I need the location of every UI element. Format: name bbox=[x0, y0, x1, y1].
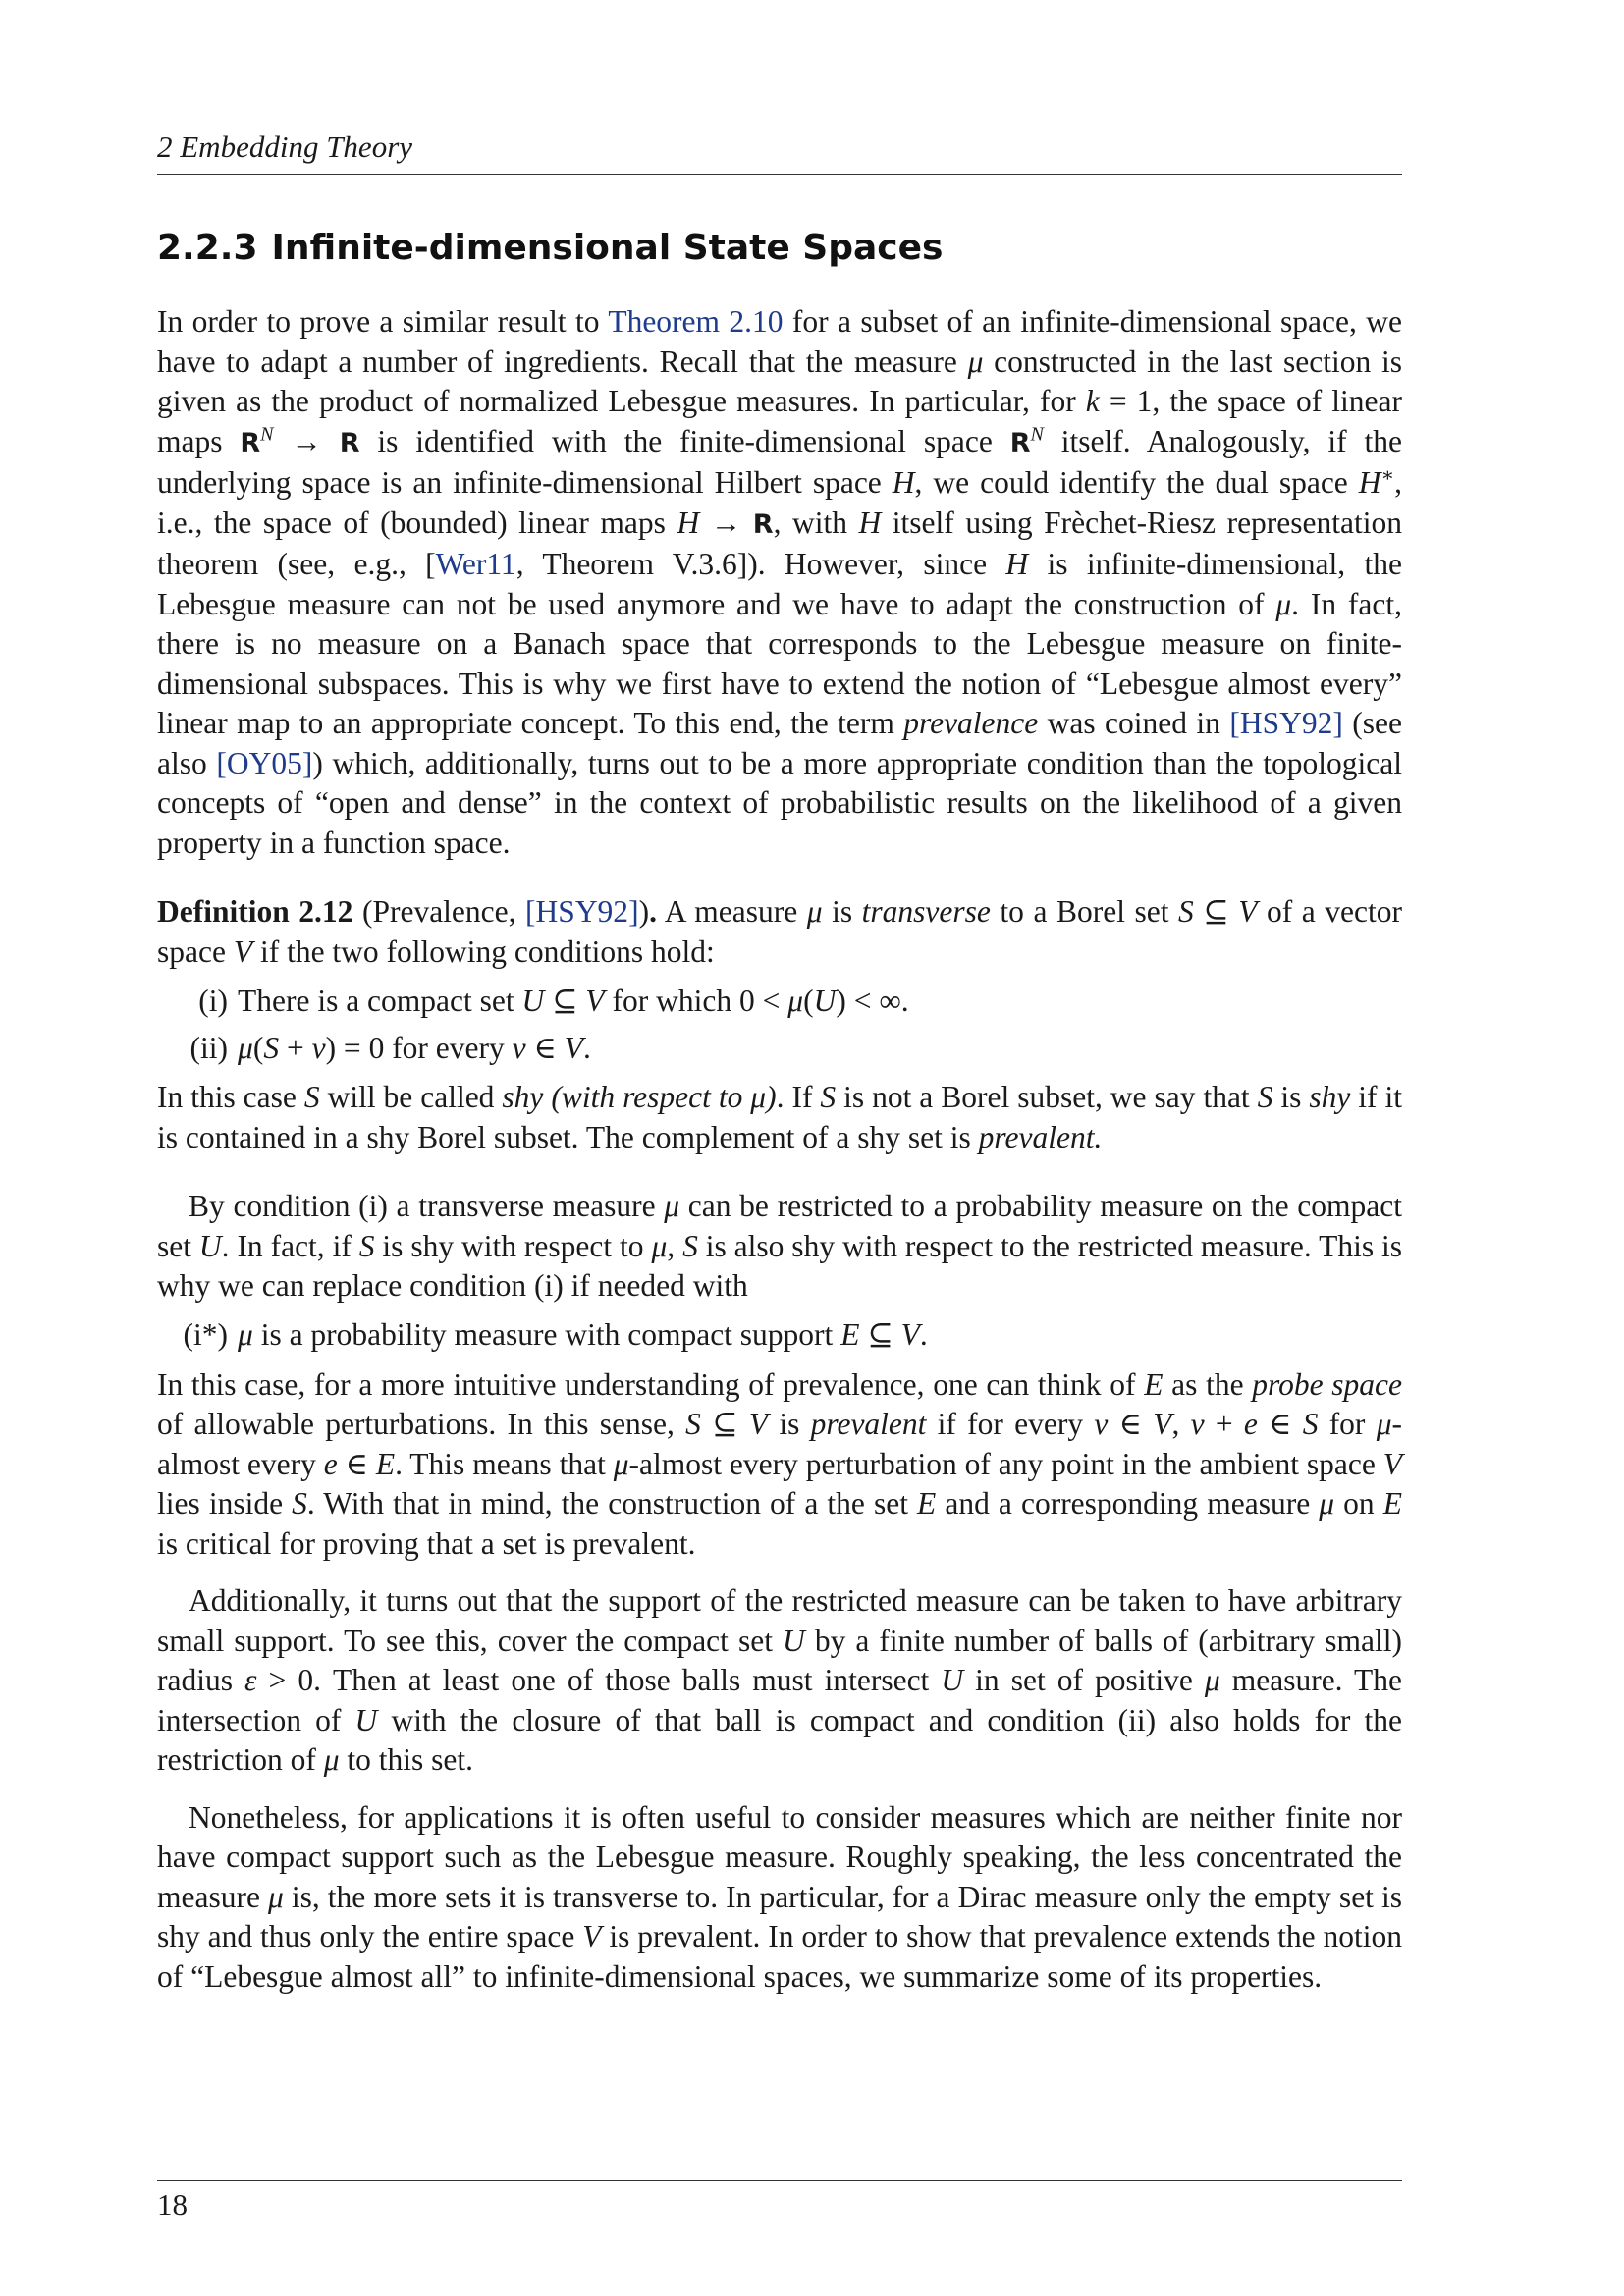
condition-i-label: (i) bbox=[198, 983, 228, 1018]
page-number: 18 bbox=[157, 2187, 188, 2221]
running-header bbox=[157, 128, 1402, 175]
alternative-condition bbox=[157, 1312, 1402, 1360]
definition-statement: Definition 2.12 (Prevalence, [HSY92]). A measure μ is transverse to a Borel set S ⊆ V of a vector space V if the two following conditions hold: bbox=[157, 894, 1403, 969]
running-header-title: 2 Embedding Theory bbox=[157, 130, 413, 164]
condition-i: (i) There is a compact set U ⊆ V for which 0 < μ(U) < ∞. bbox=[157, 978, 1402, 1025]
condition-ii: (ii) μ(S + v) = 0 for every v ∈ V. bbox=[157, 1025, 1402, 1072]
condition-ii-label: (ii) bbox=[189, 1030, 228, 1065]
page-footer bbox=[157, 2180, 1402, 2225]
oy05-link[interactable]: [OY05] bbox=[216, 745, 313, 780]
section-heading bbox=[157, 226, 943, 271]
section-title: Infinite-dimensional State Spaces bbox=[271, 228, 944, 268]
small-support-paragraph: Additionally, it turns out that the support of the restricted measure can be taken to have arbitrary small support. To see this, cover the compact set U by a finite number of balls of (arbitrary small) radius ε > 0. Then at least one of those balls must intersect U in set of positive μ measure. The intersection of U with the closure of that ball is compact and condition (ii) also holds for the restriction of μ to this set. bbox=[157, 1583, 1403, 1777]
restriction-paragraph: By condition (i) a transverse measure μ can be restricted to a probability measure on the compact set U. In fact, if S is shy with respect to μ, S is also shy with respect to the restricted measure. This is why we can replace condition (i) if needed with bbox=[157, 1189, 1403, 1303]
definition-hsy92-link[interactable]: [HSY92] bbox=[525, 894, 639, 929]
properties-paragraph: Nonetheless, for applications it is often useful to consider measures which are neither finite nor have compact support such as the Lebesgue measure. Roughly speaking, the less concentrated the measure μ is, the more sets it is transverse to. In particular, for a Dirac measure only the empty set is shy and thus only the entire space V is prevalent. In order to show that prevalence extends the notion of “Lebesgue almost all” to infinite-dimensional spaces, we summarize some of its properties. bbox=[157, 1799, 1402, 1994]
condition-i-star-label: (i*) bbox=[183, 1317, 228, 1353]
document-page bbox=[157, 0, 1402, 2296]
condition-i-star: (i*) μ is a probability measure with compact support E ⊆ V. bbox=[157, 1312, 1402, 1360]
definition-conditions bbox=[157, 978, 1402, 1072]
section-body bbox=[157, 302, 1402, 1997]
shy-definition: In this case S will be called shy (with respect to μ). If S is not a Borel subset, we say that S is shy if it is contained in a shy Borel subset. The complement of a shy set is prevalent. bbox=[157, 1080, 1403, 1154]
definition-title: (Prevalence, bbox=[361, 894, 526, 929]
hsy92-link[interactable]: [HSY92] bbox=[1229, 706, 1343, 740]
section-number: 2.2.3 bbox=[157, 228, 258, 268]
wer11-link[interactable]: Wer11 bbox=[435, 547, 516, 581]
theorem-2-10-link[interactable]: Theorem 2.10 bbox=[608, 304, 784, 339]
definition-label: Definition 2.12 bbox=[157, 894, 353, 929]
intro-paragraph: In order to prove a similar result to Theorem 2.10 for a subset of an infinite-dimensional space, we have to adapt a number of ingredients. Recall that the measure μ constructed in the last section is given as the product of normalized Lebesgue measures. In particular, for k = 1, the space of linear maps $R^N \to R$ is identified with the finite-dimensional space $R^N$ itself. Analogously, if the underlying space is an infinite-dimensional Hilbert space H, we could identify the dual space H∗, i.e., the space of (bounded) linear maps H → R, with H itself using Frèchet-Riesz representation theorem (see, e.g., [Wer11, Theorem V.3.6]). However, since H is infinite-dimensional, the Lebesgue measure can not be used anymore and we have to adapt the construction of μ. In fact, there is no measure on a Banach space that corresponds to the Lebesgue measure on finite-dimensional subspaces. This is why we first have to extend the notion of “Lebesgue almost every” linear map to an appropriate concept. To this end, the term prevalence was coined in [HSY92] (see also [OY05]) which, additionally, turns out to be a more appropriate condition than the topological concepts of “open and dense” in the context of probabilistic results on the likelihood of a given property in a function space. bbox=[157, 304, 1402, 860]
probe-space-paragraph: In this case, for a more intuitive understanding of prevalence, one can think of E as the probe space of allowable perturbations. In this sense, S ⊆ V is prevalent if for every v ∈ V, v + e ∈ S for μ-almost every e ∈ E. This means that μ-almost every perturbation of any point in the ambient space V lies inside S. With that in mind, the construction of a the set E and a corresponding measure μ on E is critical for proving that a set is prevalent. bbox=[157, 1366, 1403, 1561]
definition-2-12 bbox=[157, 892, 1402, 1157]
